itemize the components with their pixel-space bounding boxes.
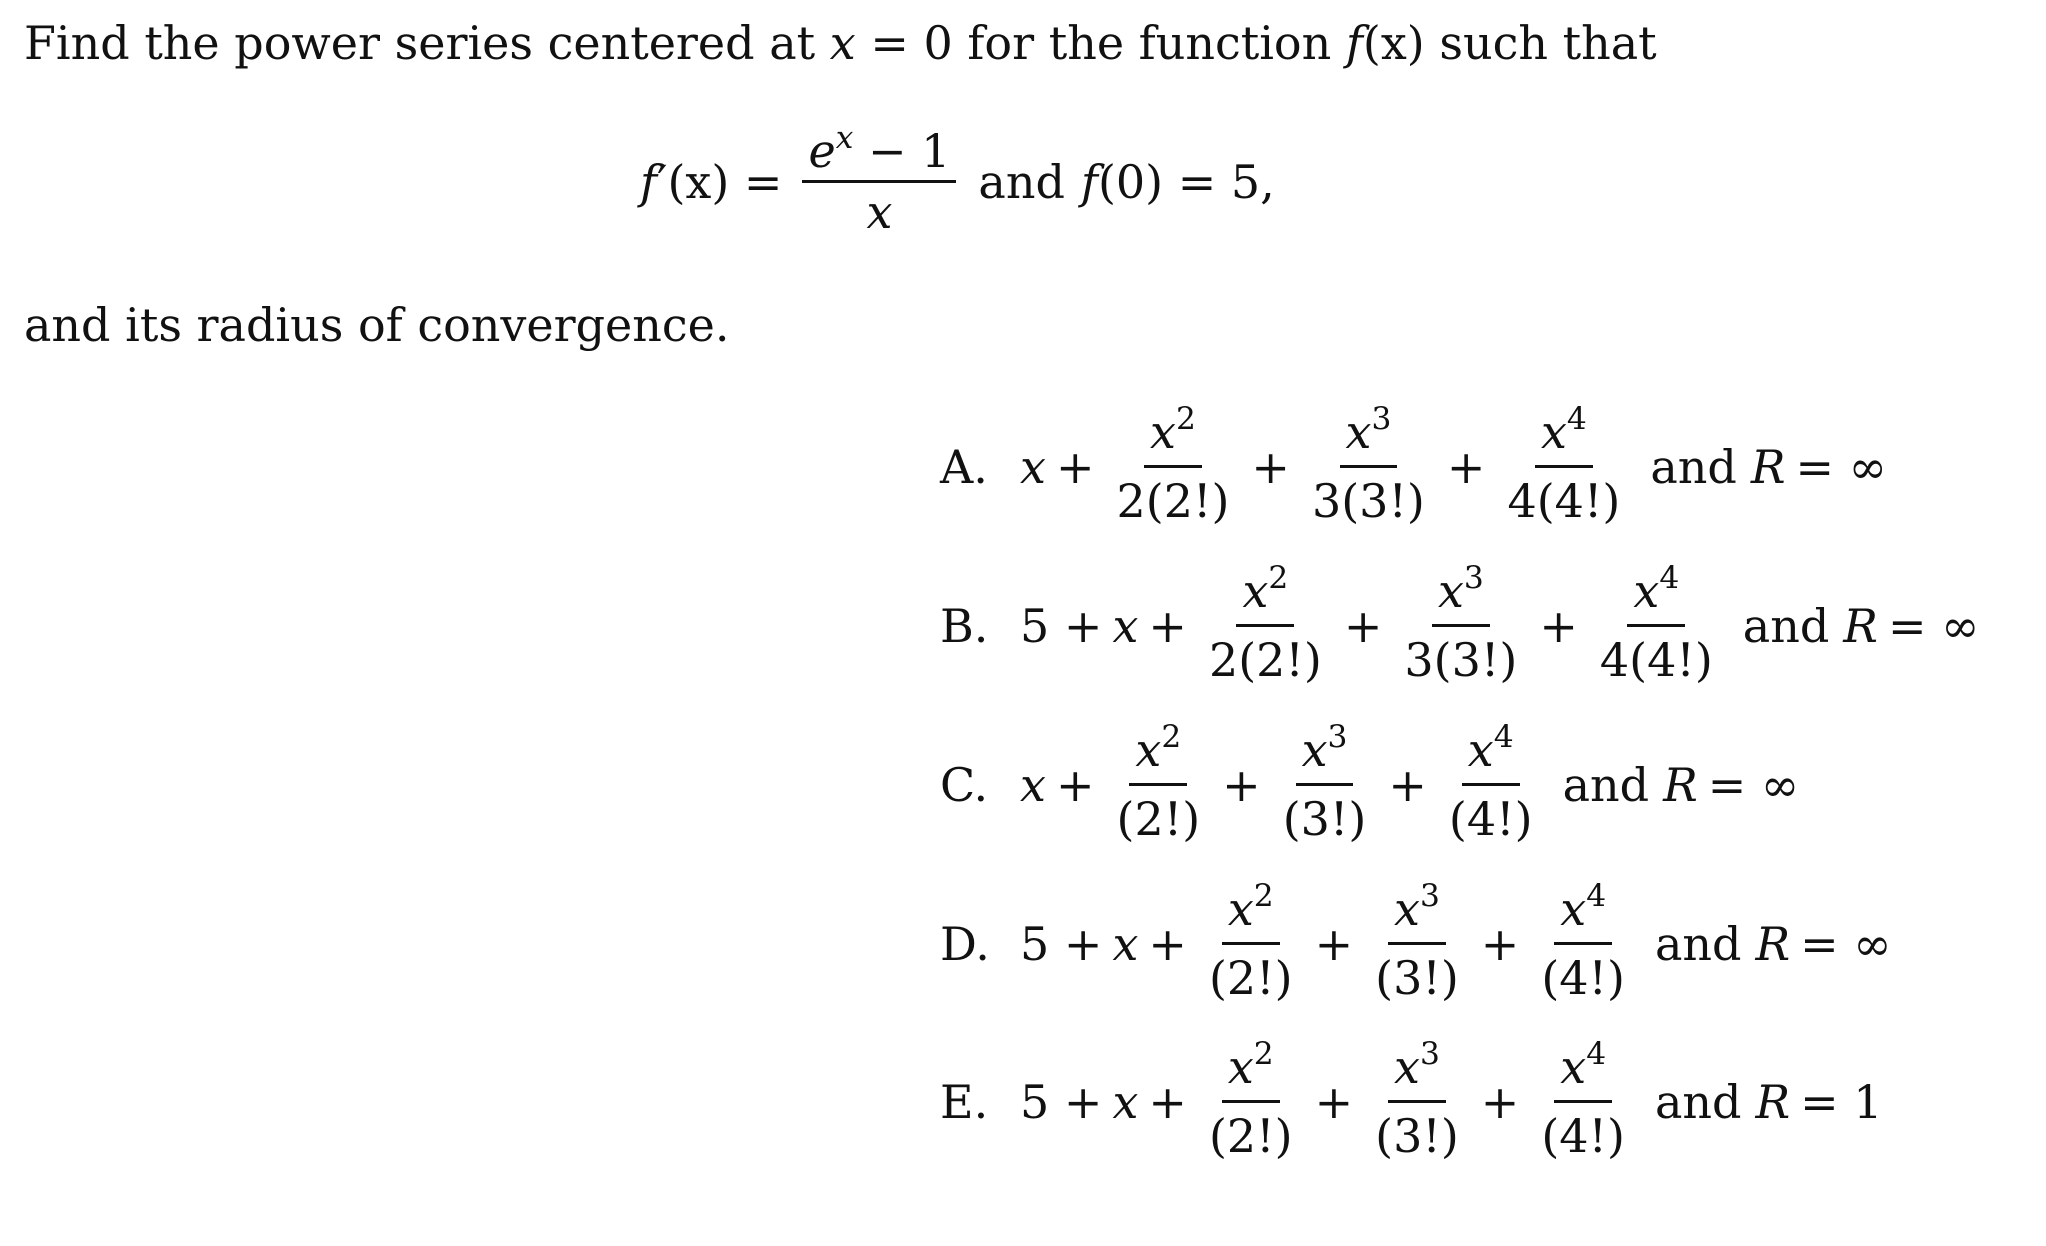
option-letter: B. — [940, 598, 989, 653]
series-term-fraction — [1306, 401, 1431, 528]
plus-sign: + — [1148, 1074, 1187, 1129]
series-term-fraction — [1369, 1036, 1465, 1163]
eq-denominator: x — [866, 185, 893, 239]
option-a[interactable] — [940, 401, 1887, 528]
option-c[interactable] — [940, 719, 1800, 846]
term-denominator: 2(2!) — [1116, 474, 1230, 528]
option-linear-term: x — [1020, 757, 1046, 812]
eq-lhs-f: f — [640, 154, 658, 209]
term-denominator: (2!) — [1208, 951, 1293, 1005]
plus-sign: + — [1148, 916, 1187, 971]
series-term-fraction — [1277, 719, 1373, 846]
radius-label: R — [1755, 916, 1791, 971]
series-term-fraction — [1111, 401, 1236, 528]
option-letter: C. — [940, 757, 989, 812]
intro-var-x: x — [829, 16, 856, 70]
term-denominator: (4!) — [1541, 1109, 1625, 1163]
option-expression — [1020, 878, 1892, 1005]
plus-sign: + — [1388, 757, 1427, 812]
plus-sign: + — [1148, 598, 1187, 653]
eq-f0: f — [1080, 154, 1098, 209]
eq-and: and — [978, 154, 1065, 209]
option-and: and — [1650, 439, 1737, 494]
problem-intro — [24, 16, 1657, 70]
term-numerator: $x^2$ — [1222, 1040, 1280, 1103]
term-denominator: (3!) — [1282, 792, 1367, 846]
radius-value: = ∞ — [1707, 757, 1800, 812]
plus-sign: + — [1314, 1074, 1354, 1129]
option-linear-term: x — [1112, 598, 1139, 653]
series-term-fraction — [1535, 1036, 1631, 1163]
radius-value: = ∞ — [1800, 916, 1892, 971]
problem-outro: and its radius of convergence. — [24, 298, 730, 352]
option-linear-term: x — [1112, 916, 1139, 971]
series-term-fraction — [1203, 560, 1328, 687]
intro-text-1: Find the power series centered at — [24, 16, 816, 70]
intro-f: f — [1345, 16, 1363, 70]
radius-label: R — [1663, 757, 1698, 812]
eq-fraction — [802, 120, 956, 239]
term-denominator: 3(3!) — [1311, 474, 1425, 528]
radius-value: = 1 — [1800, 1074, 1883, 1129]
series-term-fraction — [1203, 1036, 1299, 1163]
option-expression — [1020, 401, 1887, 528]
option-constant-term: 5 + — [1020, 916, 1103, 971]
term-numerator: $x^3$ — [1340, 405, 1398, 468]
intro-text-2: for the function — [967, 16, 1332, 70]
term-numerator: $x^2$ — [1129, 723, 1187, 786]
plus-sign: + — [1343, 598, 1383, 653]
term-numerator: $x^4$ — [1554, 1040, 1612, 1103]
eq-lhs-rest: ′(x) = — [657, 154, 783, 209]
option-and: and — [1742, 598, 1830, 653]
plus-sign: + — [1539, 598, 1578, 653]
series-term-fraction — [1501, 401, 1626, 528]
term-numerator: $x^4$ — [1535, 405, 1593, 468]
option-and: and — [1562, 757, 1650, 812]
term-denominator: 4(4!) — [1599, 633, 1713, 687]
plus-sign: + — [1314, 916, 1354, 971]
eq-num-base: e — [808, 124, 836, 178]
plus-sign: + — [1251, 439, 1290, 494]
term-numerator: $x^4$ — [1627, 564, 1685, 627]
term-numerator: $x^2$ — [1144, 405, 1202, 468]
option-and: and — [1655, 1074, 1742, 1129]
plus-sign: + — [1222, 757, 1261, 812]
option-e[interactable] — [940, 1036, 1883, 1163]
option-letter: E. — [940, 1074, 989, 1129]
radius-label: R — [1750, 439, 1786, 494]
term-numerator: $x^3$ — [1388, 1040, 1446, 1103]
term-numerator: $x^3$ — [1388, 882, 1446, 945]
term-denominator: 3(3!) — [1404, 633, 1518, 687]
series-term-fraction — [1443, 719, 1539, 846]
option-expression — [1020, 560, 1980, 687]
term-denominator: (3!) — [1375, 951, 1459, 1005]
eq-f0-rest: (0) = 5, — [1097, 154, 1275, 209]
option-constant-term: 5 + — [1020, 598, 1103, 653]
option-letter: D. — [940, 916, 990, 971]
series-term-fraction — [1203, 878, 1299, 1005]
option-expression — [1020, 719, 1800, 846]
radius-value: = ∞ — [1795, 439, 1887, 494]
term-denominator: (3!) — [1375, 1109, 1459, 1163]
term-numerator: $x^4$ — [1462, 723, 1520, 786]
option-d[interactable] — [940, 878, 1892, 1005]
plus-sign: + — [1055, 757, 1095, 812]
term-denominator: (4!) — [1541, 951, 1625, 1005]
option-letter: A. — [940, 439, 988, 494]
display-equation — [640, 120, 1275, 239]
series-term-fraction — [1111, 719, 1207, 846]
plus-sign: + — [1480, 916, 1520, 971]
radius-value: = ∞ — [1887, 598, 1980, 653]
term-numerator: $x^3$ — [1296, 723, 1354, 786]
intro-fx: (x) — [1362, 16, 1425, 70]
term-numerator: $x^4$ — [1554, 882, 1612, 945]
term-denominator: 4(4!) — [1507, 474, 1621, 528]
term-denominator: 2(2!) — [1208, 633, 1322, 687]
eq-numerator — [802, 120, 956, 183]
plus-sign: + — [1480, 1074, 1520, 1129]
term-numerator: $x^2$ — [1236, 564, 1294, 627]
term-denominator: (2!) — [1208, 1109, 1293, 1163]
intro-eq: = 0 — [870, 16, 953, 70]
plus-sign: + — [1055, 439, 1095, 494]
option-linear-term: x — [1020, 439, 1046, 494]
term-numerator: $x^3$ — [1432, 564, 1490, 627]
series-term-fraction — [1535, 878, 1631, 1005]
term-denominator: (2!) — [1116, 792, 1201, 846]
eq-num-rest: − 1 — [853, 124, 951, 178]
option-and: and — [1655, 916, 1742, 971]
term-denominator: (4!) — [1448, 792, 1533, 846]
option-linear-term: x — [1112, 1074, 1139, 1129]
intro-text-3: such that — [1439, 16, 1657, 70]
option-expression — [1020, 1036, 1883, 1163]
radius-label: R — [1755, 1074, 1791, 1129]
series-term-fraction — [1369, 878, 1465, 1005]
plus-sign: + — [1446, 439, 1486, 494]
term-numerator: $x^2$ — [1222, 882, 1280, 945]
eq-num-exp: x — [835, 120, 854, 157]
option-constant-term: 5 + — [1020, 1074, 1103, 1129]
series-term-fraction — [1398, 560, 1523, 687]
option-b[interactable] — [940, 560, 1980, 687]
radius-label: R — [1843, 598, 1878, 653]
series-term-fraction — [1594, 560, 1719, 687]
